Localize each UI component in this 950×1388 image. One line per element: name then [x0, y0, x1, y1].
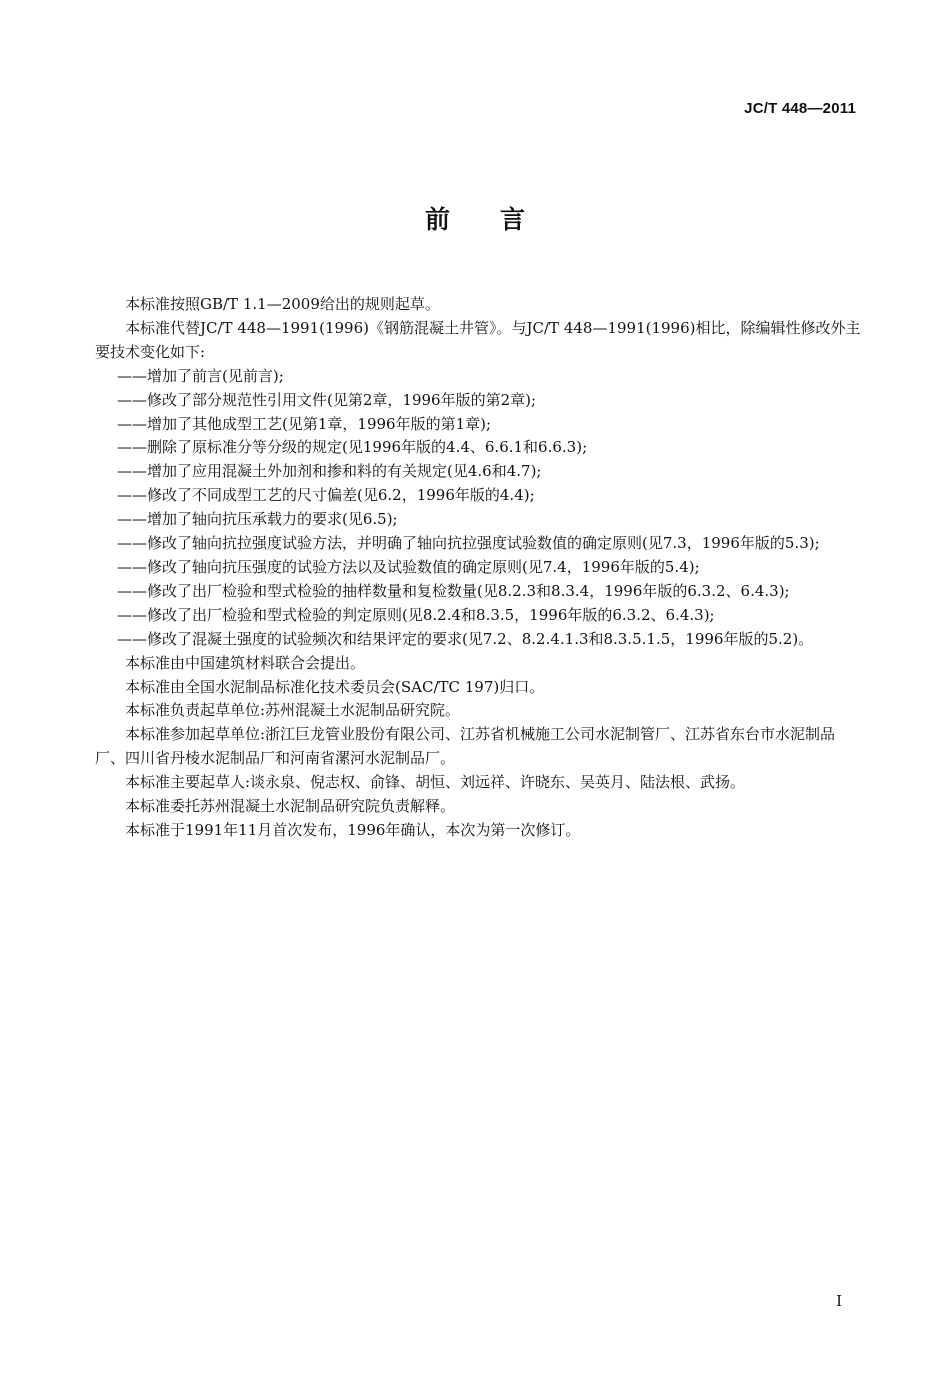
- page-number: I: [836, 1292, 842, 1310]
- list-item: ——增加了轴向抗压承载力的要求(见6.5);: [117, 510, 398, 529]
- paragraph-replaces: 本标准代替JC/T 448—1991(1996)《钢筋混凝土井管》。与JC/T 448—1991(1996)相比，除编辑性修改外主要技术变化如下:: [95, 318, 861, 361]
- standard-code: JC/T 448—2011: [744, 100, 856, 117]
- foreword-body: [95, 293, 865, 843]
- list-item: ——修改了混凝土强度的试验频次和结果评定的要求(见7.2、8.2.4.1.3和8.3.5.1.5，1996年版的5.2)。: [117, 629, 814, 648]
- page-title: 前言: [424, 205, 575, 234]
- paragraph-centralized-by: 本标准由全国水泥制品标准化技术委员会(SAC/TC 197)归口。: [125, 677, 545, 696]
- list-item: ——修改了出厂检验和型式检验的判定原则(见8.2.4和8.3.5，1996年版的6.3.2、6.4.3);: [117, 605, 715, 624]
- list-item: ——修改了不同成型工艺的尺寸偏差(见6.2，1996年版的4.4);: [117, 486, 535, 505]
- list-item: ——修改了出厂检验和型式检验的抽样数量和复检数量(见8.2.3和8.3.4，1996年版的6.3.2、6.4.3);: [117, 581, 790, 600]
- list-item: ——增加了应用混凝土外加剂和掺和料的有关规定(见4.6和4.7);: [117, 462, 542, 481]
- list-item: ——修改了轴向抗压强度的试验方法以及试验数值的确定原则(见7.4，1996年版的5.4);: [117, 557, 700, 576]
- list-item: ——修改了轴向抗拉强度试验方法，并明确了轴向抗拉强度试验数值的确定原则(见7.3，1996年版的5.3);: [117, 534, 820, 553]
- paragraph-main-drafters: 本标准主要起草人:谈永泉、倪志权、俞锋、胡恒、刘远祥、许晓东、吴英月、陆法根、武扬。: [125, 773, 746, 792]
- list-item: ——删除了原标准分等分级的规定(见1996年版的4.4、6.6.1和6.6.3);: [117, 438, 588, 457]
- paragraph-history: 本标准于1991年11月首次发布，1996年确认，本次为第一次修订。: [125, 820, 581, 839]
- list-item: ——增加了其他成型工艺(见第1章，1996年版的第1章);: [117, 414, 492, 433]
- paragraph-drafting-rules: 本标准按照GB/T 1.1—2009给出的规则起草。: [125, 295, 440, 313]
- paragraph-interpretation: 本标准委托苏州混凝土水泥制品研究院负责解释。: [125, 797, 456, 816]
- paragraph-participating-units: 本标准参加起草单位:浙江巨龙管业股份有限公司、江苏省机械施工公司水泥制管厂、江苏省东台市水泥制品厂、四川省丹棱水泥制品厂和河南省漯河水泥制品厂。: [95, 725, 836, 768]
- paragraph-proposed-by: 本标准由中国建筑材料联合会提出。: [125, 653, 366, 672]
- paragraph-drafting-unit: 本标准负责起草单位:苏州混凝土水泥制品研究院。: [125, 701, 461, 720]
- list-item: ——修改了部分规范性引用文件(见第2章，1996年版的第2章);: [117, 390, 537, 409]
- changes-list: [95, 365, 865, 652]
- list-item: ——增加了前言(见前言);: [117, 366, 284, 385]
